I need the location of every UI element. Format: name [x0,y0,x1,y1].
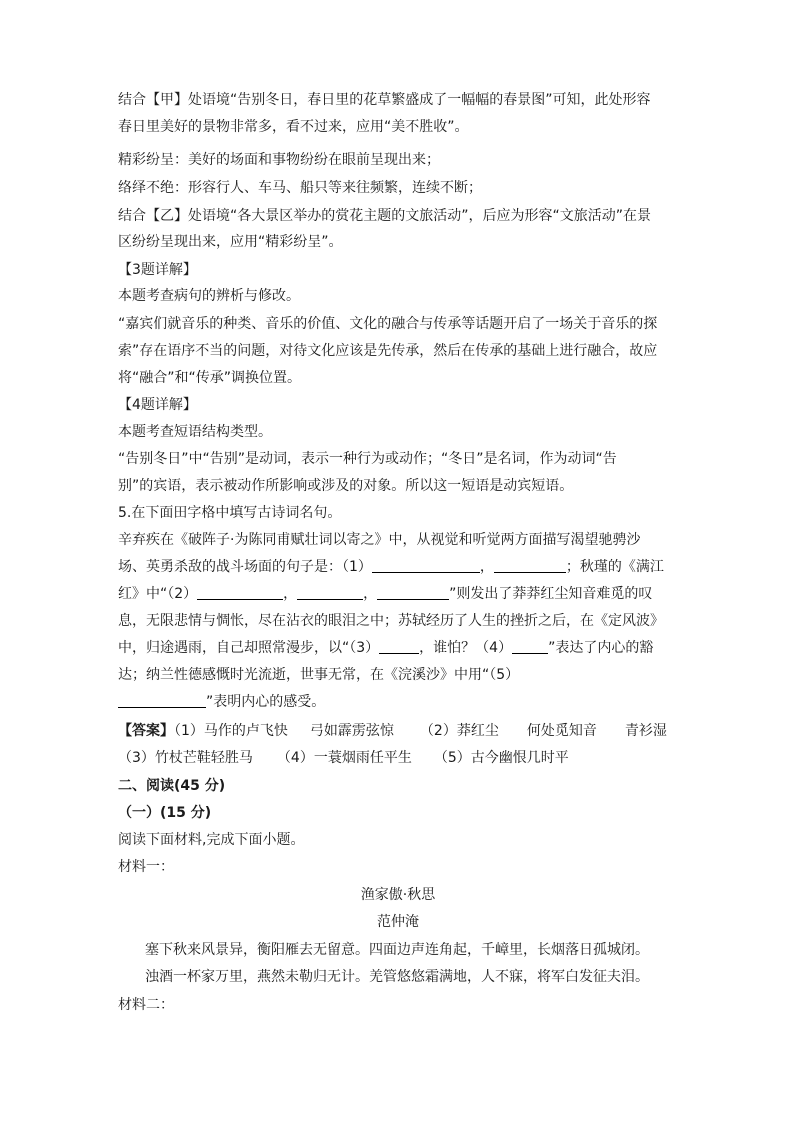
question-5-title: 5.在下面田字格中填写古诗词名句。 [118,505,342,521]
text-line: 将“融合”和“传承”调换位置。 [118,370,302,386]
answer-row-1 [118,721,667,741]
q5-comma: ， [283,586,298,602]
answer-blank[interactable] [512,639,548,654]
section-heading: 二、阅读(45 分) [118,778,226,794]
q5-text: 中，归途遇雨，自己却照常漫步，以“（3） [118,640,380,656]
answer-blank[interactable] [379,639,419,654]
q5-line-2 [118,584,652,604]
section-label-4: 【4题详解】 [118,397,197,413]
text-line: 本题考查病句的辨析与修改。 [118,288,300,304]
answer-blank[interactable] [297,585,363,600]
poem-line: 塞下秋来风景异，衡阳雁去无留意。四面边声连角起，千嶂里，长烟落日孤城闭。 [145,942,649,958]
text-line: 区纷纷呈现出来，应用“精彩纷呈”。 [118,234,343,250]
answer-label: 【答案】 [118,723,174,739]
material-2-label: 材料二： [118,997,174,1013]
q5-text: ，谁怕？（4） [419,640,513,656]
q5-line-6 [118,692,325,712]
answer-blank[interactable] [372,558,480,573]
q5-text: 场、英勇杀敌的战斗场面的句子是：（1） [118,559,372,575]
instruction: 阅读下面材料,完成下面小题。 [118,832,305,848]
q5-line-1 [118,557,664,577]
poem-line: 浊酒一杯家万里，燕然未勒归无计。羌管悠悠霜满地，人不寐，将军白发征夫泪。 [145,969,649,985]
text-line: 精彩纷呈：美好的场面和事物纷纷在眼前呈现出来； [118,152,440,168]
poem-title: 渔家傲·秋思 [360,887,436,903]
text-line: 结合【乙】处语境“各大景区举办的赏花主题的文旅活动”，后应为形容“文旅活动”在景 [118,208,652,224]
text-line: 索”存在语序不当的问题，对待文化应该是先传承，然后在传承的基础上进行融合，故应 [118,343,658,359]
answer-item: 何处觅知音 [526,723,597,739]
q5-line-5: 达；纳兰性德感慨时光流逝，世事无常，在《浣溪沙》中用“（5） [118,667,520,683]
q5-text: ”则发出了莽莽红尘知音难觅的叹 [449,586,653,602]
text-line: 别”的宾语，表示被动作所影响或涉及的对象。所以这一短语是动宾短语。 [118,478,574,494]
text-line: 结合【甲】处语境“告别冬日，春日里的花草繁盛成了一幅幅的春景图”可知，此处形容 [118,92,651,108]
answer-blank[interactable] [377,585,449,600]
answer-item: 弓如霹雳弦惊 [309,723,394,739]
answer-blank[interactable] [494,558,566,573]
text-line: “嘉宾们就音乐的种类、音乐的价值、文化的融合与传承等话题开启了一场关于音乐的探 [118,316,658,332]
answer-item: （3）竹杖芒鞋轻胜马 [118,750,253,766]
answer-item: （1）马作的卢飞快 [174,723,288,739]
answer-item: （4）一蓑烟雨任平生 [276,750,412,766]
poem-author: 范仲淹 [377,914,419,930]
text-line: 本题考查短语结构类型。 [118,424,272,440]
q5-comma: ， [363,586,378,602]
section-label-3: 【3题详解】 [118,262,197,278]
material-1-label: 材料一： [118,859,174,875]
q5-line-4 [118,638,653,658]
q5-text: ；秋瑾的《满江 [565,559,664,575]
q5-comma: ， [479,559,494,575]
q5-text: ”表明内心的感受。 [206,694,326,710]
answer-blank[interactable] [118,693,206,708]
answer-row-2 [118,748,569,768]
q5-text: 红》中“（2） [118,586,198,602]
q5-line-3: 息，无限悲情与惆怅，尽在沾衣的眼泪之中；苏轼经历了人生的挫折之后，在《定风波》 [118,613,664,629]
answer-item: （5）古今幽恨几时平 [433,750,569,766]
answer-item: 青衫湿 [624,723,667,739]
text-line: “告别冬日”中“告别”是动词，表示一种行为或动作；“冬日”是名词，作为动词“告 [118,451,617,467]
text-line: 络绎不绝：形容行人、车马、船只等来往频繁，连续不断； [118,180,482,196]
text-line: 辛弃疾在《破阵子·为陈同甫赋壮词以寄之》中，从视觉和听觉两方面描写渴望驰骋沙 [118,532,641,548]
text-line: 春日里美好的景物非常多，看不过来，应用“美不胜收”。 [118,119,469,135]
answer-blank[interactable] [197,585,283,600]
q5-text: ”表达了内心的豁 [548,640,654,656]
answer-item: （2）莽红尘 [419,723,499,739]
subsection-heading: （一）(15 分) [118,805,212,821]
